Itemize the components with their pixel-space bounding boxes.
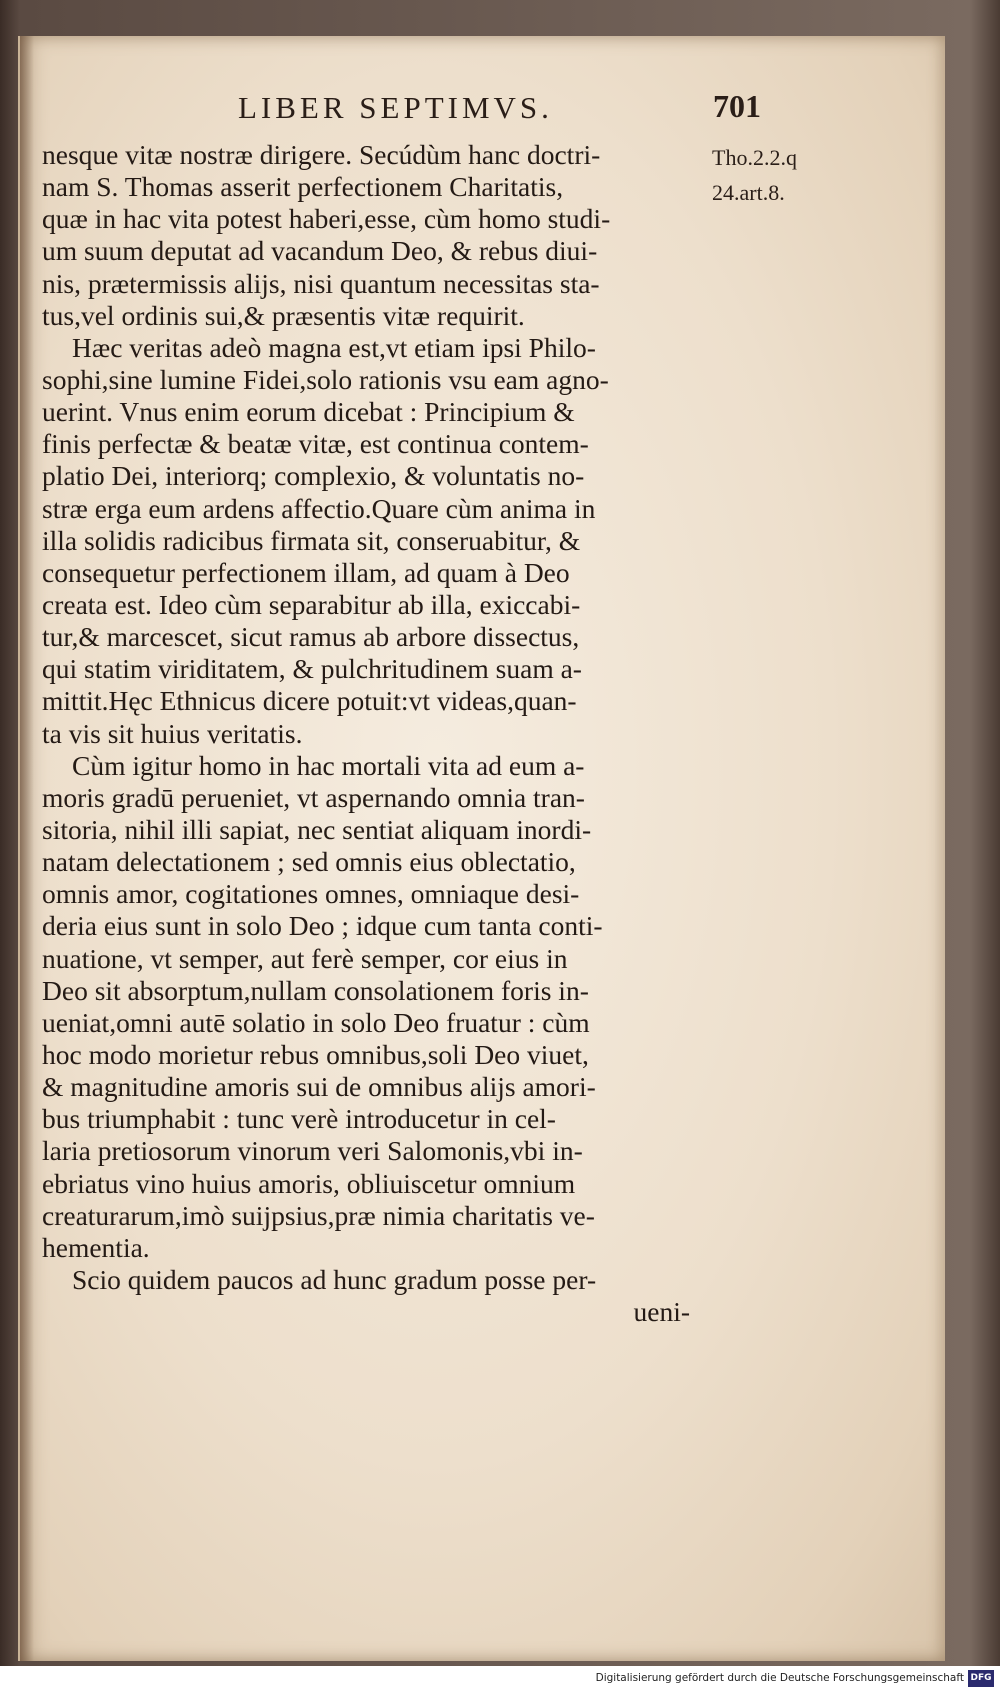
footer-credit: Digitalisierung gefördert durch die Deutsche Forschungsgemeinschaft [595,1672,964,1684]
text-line: Cùm igitur homo in hac mortali vita ad eum a- [72,749,585,781]
text-line: sitoria, nihil illi sapiat, nec sentiat aliquam inordi- [42,813,592,845]
text-line: natam delectationem ; sed omnis eius oblectatio, [42,846,576,878]
text-line: creaturarum,imò suijpsius,præ nimia charitatis ve- [42,1199,595,1231]
text-line: um suum deputat ad vacandum Deo, & rebus diui- [42,235,598,267]
footer-strip [0,1666,1000,1695]
text-line: hementia. [42,1231,150,1263]
text-line: nesque vitæ nostræ dirigere. Secúdùm hanc doctri- [42,139,601,170]
text-line: platio Dei, interiorq; complexio, & voluntatis no- [42,460,585,492]
text-line: finis perfectæ & beatæ vitæ, est continua contem- [42,428,589,460]
text-line: nam S. Thomas asserit perfectionem Charitatis, [42,171,564,203]
text-line: creata est. Ideo cùm separabitur ab illa, exiccabi- [42,588,581,620]
text-line: ta vis sit huius veritatis. [42,717,303,749]
text-line: stræ erga eum ardens affectio.Quare cùm anima in [42,492,596,524]
text-line: Hæc veritas adeò magna est,vt etiam ipsi Philo- [72,331,596,363]
text-line: mittit.Hęc Ethnicus dicere potuit:vt videas,quan- [42,685,577,717]
text-line: ebriatus vino huius amoris, obliuiscetur omnium [42,1167,576,1199]
text-line: omnis amor, cogitationes omnes, omniaque desi- [42,878,580,910]
text-line: consequetur perfectionem illam, ad quam à Deo [42,556,570,588]
text-line: deria eius sunt in solo Deo ; idque cum tanta conti- [42,910,603,942]
margin-note [712,140,797,210]
margin-note-line: Tho.2.2.q [712,145,797,170]
book-page [18,36,945,1661]
margin-note-line: 24.art.8. [712,180,785,205]
catchword: ueni- [633,1296,690,1328]
binding-shadow [20,36,34,1661]
text-line: tus,vel ordinis sui,& præsentis vitæ requirit. [42,299,525,331]
text-line: & magnitudine amoris sui de omnibus alijs amori- [42,1071,596,1103]
text-line: nuatione, vt semper, aut ferè semper, cor eius in [42,942,568,974]
text-line: tur,& marcescet, sicut ramus ab arbore dissectus, [42,621,580,653]
text-line: laria pretiosorum vinorum veri Salomonis,vbi in- [42,1135,583,1167]
running-head: LIBER SEPTIMVS. [238,90,553,125]
text-line: sophi,sine lumine Fidei,solo rationis vsu eam agno- [42,363,609,395]
text-line: ueniat,omni autē solatio in solo Deo fruatur : cùm [42,1006,590,1038]
text-line: nis, prætermissis alijs, nisi quantum necessitas sta- [42,267,600,299]
text-line: hoc modo morietur rebus omnibus,soli Deo viuet, [42,1038,589,1070]
body-text [42,139,694,1328]
text-line: moris gradū perueniet, vt aspernando omnia tran- [42,781,585,813]
dfg-logo: DFG [968,1670,994,1687]
text-line: qui statim viriditatem, & pulchritudinem suam a- [42,653,582,685]
page-number: 701 [713,88,761,124]
text-line: uerint. Vnus enim eorum dicebat : Principium & [42,396,575,428]
text-line: Deo sit absorptum,nullam consolationem foris in- [42,974,589,1006]
text-line: Scio quidem paucos ad hunc gradum posse per- [72,1263,597,1295]
text-line: bus triumphabit : tunc verè introducetur in cel- [42,1103,556,1135]
text-line: illa solidis radicibus firmata sit, conseruabitur, & [42,524,581,556]
text-line: quæ in hac vita potest haberi,esse, cùm homo studi- [42,203,611,235]
